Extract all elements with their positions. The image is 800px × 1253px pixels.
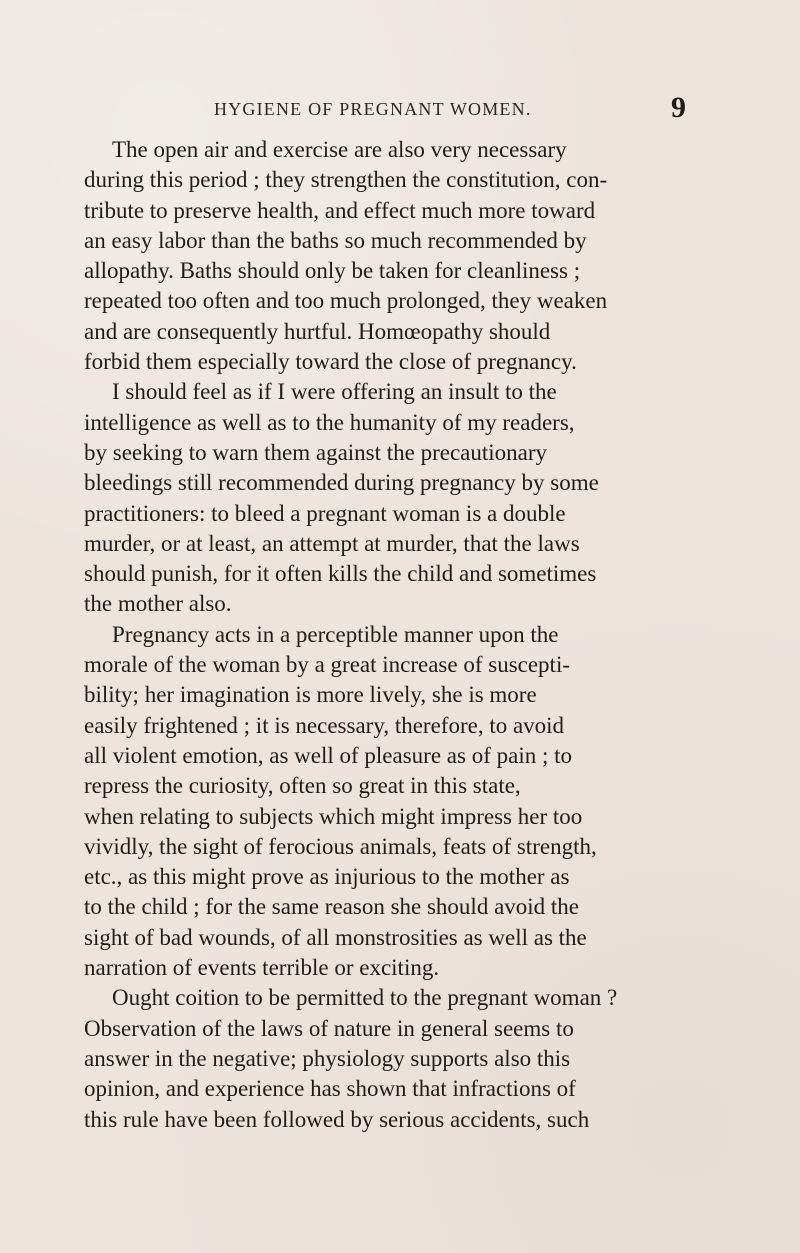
paragraph-line: when relating to subjects which might impress her too [84,803,583,829]
paragraph-line: morale of the woman by a great increase of suscepti- [84,652,570,678]
paragraph-line: murder, or at least, an attempt at murder, that the laws [84,530,580,556]
paragraph-line: allopathy. Baths should only be taken for cleanliness ; [84,258,581,284]
paragraph-line: tribute to preserve health, and effect much more toward [84,197,596,223]
paragraph-line: bility; her imagination is more lively, she is more [84,682,537,708]
paragraph-line: and are consequently hurtful. Homœopathy should [84,318,551,344]
paragraph-line: The open air and exercise are also very necessary [112,137,567,162]
paragraph-line: easily frightened ; it is necessary, therefore, to avoid [84,712,565,738]
paragraph-line: opinion, and experience has shown that infractions of [84,1076,576,1102]
page-number: 9 [671,91,686,124]
paragraph-line: practitioners: to bleed a pregnant woman is a double [84,500,566,526]
paragraph-line: bleedings still recommended during pregnancy by some [84,470,599,496]
paragraph-line: Ought coition to be permitted to the pregnant woman ? [112,985,618,1011]
paragraph-line: by seeking to warn them against the precautionary [84,439,548,465]
paragraph-line: narration of events terrible or exciting. [84,955,440,981]
paragraph-line: Pregnancy acts in a perceptible manner upon the [112,621,559,647]
paragraph-line: should punish, for it often kills the child and sometimes [84,561,597,587]
paragraph-line: vividly, the sight of ferocious animals, feats of strength, [84,833,597,859]
paragraph-line: etc., as this might prove as injurious to the mother as [84,864,570,890]
paragraph-line: the mother also. [84,591,232,617]
body-text [84,135,682,1135]
running-head: HYGIENE OF PREGNANT WOMEN. [214,99,532,119]
paragraph-line: intelligence as well as to the humanity of my readers, [84,409,575,435]
paragraph-line: to the child ; for the same reason she should avoid the [84,894,580,920]
paragraph-line: sight of bad wounds, of all monstrosities as well as the [84,924,587,950]
paragraph-line: repeated too often and too much prolonged, they weaken [84,288,608,314]
paragraph-line: an easy labor than the baths so much recommended by [84,227,587,253]
paragraph-line: all violent emotion, as well of pleasure as of pain ; to [84,742,572,768]
paragraph-line: Observation of the laws of nature in general seems to [84,1015,574,1041]
paragraph-line: this rule have been followed by serious accidents, such [84,1106,590,1132]
paragraph-line: answer in the negative; physiology supports also this [84,1045,571,1071]
paragraph-line: I should feel as if I were offering an insult to the [112,379,557,405]
paragraph-line: during this period ; they strengthen the constitution, con- [84,167,608,193]
paragraph-line: repress the curiosity, often so great in this state, [84,773,521,799]
paragraph-line: forbid them especially toward the close of pregnancy. [84,349,577,375]
